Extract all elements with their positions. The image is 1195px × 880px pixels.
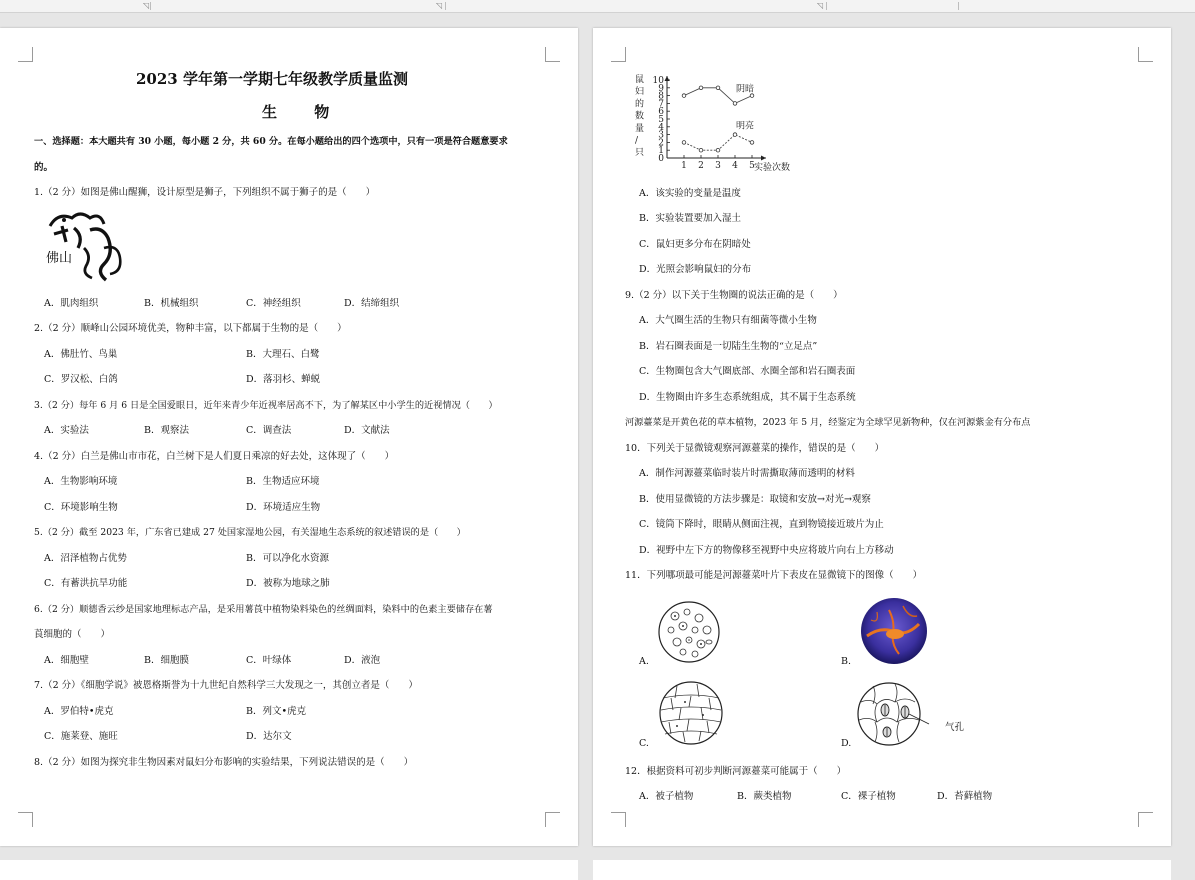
data-point — [699, 86, 703, 90]
y-tick-label: 8 — [658, 91, 664, 102]
y-axis-label-char: / — [635, 136, 639, 146]
x-tick-label: 5 — [749, 161, 755, 171]
x-tick-label: 4 — [732, 161, 738, 171]
question-10-stem: 10．下列关于显微镜观察河源薹菜的操作，错误的是（ ） — [625, 443, 885, 454]
q4-option-c: C．环境影响生物 — [44, 502, 118, 513]
y-tick-label: 9 — [658, 83, 664, 94]
q7-option-d: D．达尔文 — [246, 731, 292, 742]
q5-option-c: C．有蓄洪抗旱功能 — [44, 578, 128, 589]
crop-mark — [545, 812, 560, 827]
crop-mark — [1138, 812, 1153, 827]
question-11-stem: 11．下列哪项最可能是河源薹菜叶片下表皮在显微镜下的图像（ ） — [625, 570, 923, 581]
q3-option-d: D．文献法 — [344, 425, 390, 436]
section-heading: 一、选择题：本大题共有 30 小题，每小题 2 分，共 60 分。在每小题给出的四个选项中，只有一项是符合题意要求 — [34, 136, 508, 147]
document-page-right — [593, 28, 1171, 846]
series-line-bright — [684, 135, 752, 151]
crop-mark — [545, 47, 560, 62]
data-point — [682, 141, 686, 145]
next-page-left — [0, 860, 578, 880]
q9-option-a: A．大气圈生活的生物只有细菌等微小生物 — [639, 315, 817, 326]
question-2-stem: 2.（2 分）顺峰山公园环境优美，物种丰富，以下都属于生物的是（ ） — [34, 323, 347, 334]
y-axis-label-char: 鼠 — [635, 75, 645, 85]
crop-mark — [1138, 47, 1153, 62]
question-8-stem: 8.（2 分）如图为探究非生物因素对鼠妇分布影响的实验结果，下列说法错误的是（ ） — [34, 757, 414, 768]
q4-option-a: A．生物影响环境 — [44, 476, 118, 487]
question-6-stem-cont: 莨细胞的（ ） — [34, 629, 111, 640]
indent-marker-icon[interactable]: ◹ — [436, 1, 443, 10]
question-1-stem: 1.（2 分）如图是佛山醒狮，设计原型是狮子，下列组织不属于狮子的是（ ） — [34, 187, 376, 198]
document-page-left — [0, 28, 578, 846]
y-tick-label: 4 — [658, 122, 664, 133]
q12-option-c: C．裸子植物 — [841, 791, 896, 802]
y-axis-label-char: 数 — [635, 111, 645, 122]
q5-option-b: B．可以净化水资源 — [246, 553, 329, 564]
q3-option-a: A．实验法 — [44, 425, 89, 436]
q7-option-b: B．列文•虎克 — [246, 706, 307, 717]
section-heading-cont: 的。 — [34, 162, 54, 173]
y-tick-label: 0 — [658, 154, 664, 164]
y-tick-label: 2 — [658, 138, 664, 149]
reading-passage: 河源薹菜是开黄色花的草本植物，2023 年 5 月，经鉴定为全球罕见新物种，仅在河源紫金有分布点 — [625, 417, 1031, 428]
y-tick-label: 5 — [658, 115, 664, 125]
indent-marker-icon[interactable]: ◹ — [143, 1, 150, 10]
next-page-right — [593, 860, 1171, 880]
q6-option-c: C．叶绿体 — [246, 655, 292, 666]
q9-option-d: D．生物圈由许多生态系统组成，其不属于生态系统 — [639, 392, 856, 403]
question-7-stem: 7.（2 分）《细胞学说》被恩格斯誉为十九世纪自然科学三大发现之一，其创立者是（ ） — [34, 680, 418, 691]
y-tick-label: 3 — [658, 130, 664, 141]
logo-text: 佛山 — [46, 251, 73, 266]
subject-title: 生 物 — [262, 103, 346, 121]
stoma-label: 气孔 — [945, 722, 965, 733]
q1-option-b: B．机械组织 — [144, 298, 199, 309]
crop-mark — [611, 47, 626, 62]
q10-option-b: B．使用显微镜的方法步骤是：取镜和安放→对光→观察 — [639, 494, 871, 505]
crop-mark — [18, 812, 33, 827]
q12-option-a: A．被子植物 — [639, 791, 694, 802]
q11-label-a: A. — [639, 656, 649, 667]
q1-option-c: C．神经组织 — [246, 298, 301, 309]
crop-mark — [18, 47, 33, 62]
ruler-tick — [826, 2, 827, 10]
y-tick-label: 10 — [652, 76, 664, 86]
q9-option-b: B．岩石圈表面是一切陆生生物的“立足点” — [639, 341, 818, 352]
q6-option-a: A．细胞壁 — [44, 655, 89, 666]
question-12-stem: 12．根据资料可初步判断河源薹菜可能属于（ ） — [625, 766, 847, 777]
data-point — [716, 86, 720, 90]
q8-option-c: C．鼠妇更多分布在阴暗处 — [639, 239, 751, 250]
q5-option-a: A．沼泽植物占优势 — [44, 553, 127, 564]
indent-marker-icon[interactable]: ◹ — [817, 1, 824, 10]
q1-option-d: D．结缔组织 — [344, 298, 400, 309]
y-tick-label: 7 — [658, 99, 664, 110]
exam-title: 2023 学年第一学期七年级教学质量监测 — [136, 70, 408, 88]
q10-option-d: D．视野中左下方的物像移至视野中央应将玻片向右上方移动 — [639, 545, 894, 556]
q12-option-b: B．蕨类植物 — [737, 791, 792, 802]
y-tick-label: 6 — [658, 107, 664, 118]
woodlouse-line-chart — [633, 70, 803, 174]
q6-option-b: B．细胞膜 — [144, 655, 189, 666]
q8-option-b: B．实验装置要加入湿土 — [639, 213, 741, 224]
q7-option-a: A．罗伯特•虎克 — [44, 706, 114, 717]
q11-label-b: B. — [841, 656, 852, 667]
crop-mark — [611, 812, 626, 827]
micrograph-b-image — [859, 596, 929, 666]
q4-option-b: B．生物适应环境 — [246, 476, 320, 487]
data-point — [682, 94, 686, 98]
q4-option-d: D．环境适应生物 — [246, 502, 321, 513]
q5-option-d: D．被称为地球之肺 — [246, 578, 330, 589]
q1-option-a: A．肌肉组织 — [44, 298, 99, 309]
micrograph-d-image — [855, 680, 931, 748]
question-4-stem: 4.（2 分）白兰是佛山市市花，白兰树下是人们夏日乘凉的好去处，这体现了（ ） — [34, 451, 395, 462]
x-tick-label: 3 — [715, 161, 721, 171]
q2-option-d: D．落羽杉、蝉蜕 — [246, 374, 321, 385]
series-label: 阴暗 — [736, 84, 755, 95]
q10-option-a: A．制作河源薹菜临时装片时需撕取薄而透明的材料 — [639, 468, 855, 479]
y-axis-label-char: 量 — [635, 123, 645, 134]
micrograph-c-image — [657, 680, 725, 746]
data-point — [733, 102, 737, 106]
data-point — [733, 133, 737, 137]
ruler-tick — [445, 2, 446, 10]
y-tick-label: 1 — [658, 146, 664, 157]
q11-label-c: C. — [639, 738, 649, 749]
q8-option-d: D．光照会影响鼠妇的分布 — [639, 264, 752, 275]
q11-label-d: D. — [841, 738, 852, 749]
x-axis-label: 实验次数 — [754, 163, 791, 173]
q3-option-b: B．观察法 — [144, 425, 189, 436]
q6-option-d: D．液泡 — [344, 655, 381, 666]
q2-option-b: B．大理石、白鹭 — [246, 349, 320, 360]
data-point — [750, 141, 754, 145]
question-3-stem: 3.（2 分）每年 6 月 6 日是全国爱眼日，近年来青少年近视率居高不下，为了解某区中小学生的近视情况（ ） — [34, 400, 498, 411]
horizontal-ruler[interactable] — [0, 0, 1195, 13]
x-axis-arrow — [761, 156, 766, 161]
question-5-stem: 5.（2 分）截至 2023 年，广东省已建成 27 处国家湿地公园，有关湿地生态系统的叙述错误的是（ ） — [34, 527, 466, 538]
q10-option-c: C．镜筒下降时，眼睛从侧面注视，直到物镜接近玻片为止 — [639, 519, 884, 530]
q12-option-d: D．苔藓植物 — [937, 791, 993, 802]
micrograph-a-image — [657, 600, 721, 664]
q2-option-a: A．佛肚竹、鸟巢 — [44, 349, 118, 360]
y-axis-label-char: 的 — [635, 99, 645, 110]
series-label: 明亮 — [736, 121, 755, 132]
y-axis-label-char: 只 — [635, 148, 645, 159]
q8-option-a: A．该实验的变量是温度 — [639, 188, 741, 199]
ruler-tick — [958, 2, 959, 10]
y-axis-label-char: 妇 — [635, 87, 645, 98]
data-point — [699, 148, 703, 152]
x-tick-label: 1 — [681, 161, 687, 171]
q7-option-c: C．施莱登、施旺 — [44, 731, 118, 742]
question-9-stem: 9.（2 分）以下关于生物圈的说法正确的是（ ） — [625, 290, 843, 301]
q3-option-c: C．调查法 — [246, 425, 292, 436]
foshan-lion-logo — [44, 208, 128, 286]
x-tick-label: 2 — [698, 161, 704, 171]
question-6-stem: 6.（2 分）顺德香云纱是国家地理标志产品，是采用薯莨中植物染料染色的丝绸面料，染料中的色素主要储存在薯 — [34, 604, 493, 615]
data-point — [716, 148, 720, 152]
ruler-tick — [150, 2, 151, 10]
q9-option-c: C．生物圈包含大气圈底部、水圈全部和岩石圈表面 — [639, 366, 856, 377]
q2-option-c: C．罗汉松、白鸽 — [44, 374, 118, 385]
